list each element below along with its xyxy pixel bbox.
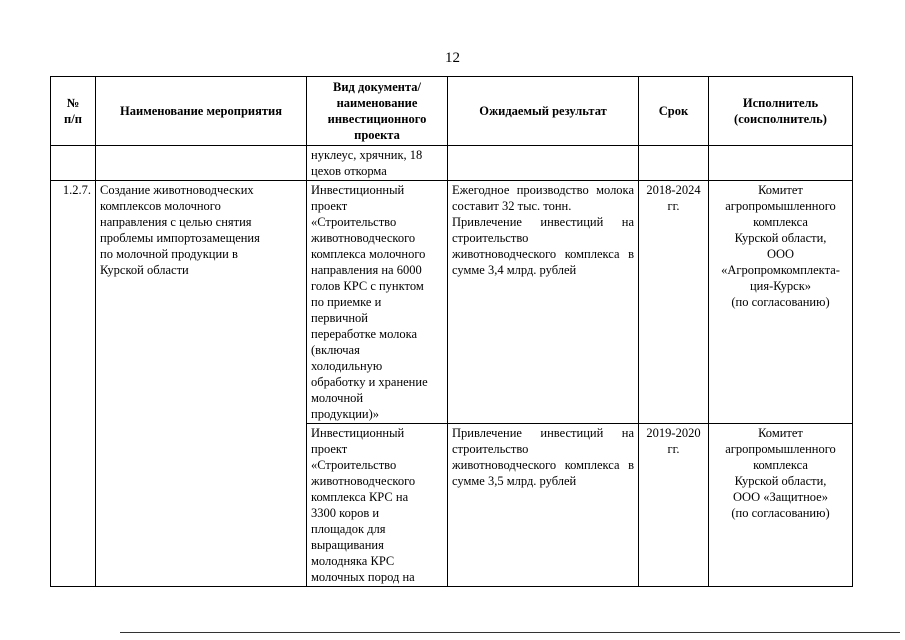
header-measure-name: Наименование мероприятия	[96, 77, 307, 146]
header-term: Срок	[639, 77, 709, 146]
bottom-rule	[120, 632, 900, 633]
header-number: № п/п	[51, 77, 96, 146]
document-cell: Инвестиционный проект «Строительство животноводческого комплекса молочного направления на 6000 голов КРС с пунктом по приемке и первичной переработке молока (включая холодильную обработку и хранение молочной продукции)»	[307, 181, 448, 424]
executor-cell: Комитет агропромышленного комплекса Курской области, ООО «Агропромкомплекта- ция-Курск» (по согласованию)	[709, 181, 853, 424]
row-number: 1.2.7.	[51, 181, 96, 587]
term-cell: 2018-2024 гг.	[639, 181, 709, 424]
header-expected-result: Ожидаемый результат	[448, 77, 639, 146]
measures-table	[50, 76, 853, 587]
table-row	[51, 146, 853, 181]
header-document-type: Вид документа/ наименование инвестиционного проекта	[307, 77, 448, 146]
table-cell	[448, 146, 639, 181]
term-cell: 2019-2020 гг.	[639, 424, 709, 587]
document-cell: Инвестиционный проект «Строительство животноводческого комплекса КРС на 3300 коров и площадок для выращивания молодняка КРС молочных пород на	[307, 424, 448, 587]
table-cell	[639, 146, 709, 181]
expected-result: Ежегодное производство молока составит 32 тыс. тонн. Привлечение инвестиций на строительство животноводческого комплекса в сумме 3,4 млрд. рублей	[448, 181, 639, 424]
table-cell	[709, 146, 853, 181]
expected-result: Привлечение инвестиций на строительство животноводческого комплекса в сумме 3,5 млрд. рублей	[448, 424, 639, 587]
table-row	[51, 181, 853, 424]
measure-name: Создание животноводческих комплексов молочного направления с целью снятия проблемы импортозамещения по молочной продукции в Курской области	[96, 181, 307, 587]
page-number: 12	[445, 50, 460, 66]
document-cell: нуклеус, хрячник, 18 цехов откорма	[307, 146, 448, 181]
table-cell	[96, 146, 307, 181]
executor-cell: Комитет агропромышленного комплекса Курской области, ООО «Защитное» (по согласованию)	[709, 424, 853, 587]
header-executor: Исполнитель (соисполнитель)	[709, 77, 853, 146]
header-row	[51, 77, 853, 146]
table-cell	[51, 146, 96, 181]
